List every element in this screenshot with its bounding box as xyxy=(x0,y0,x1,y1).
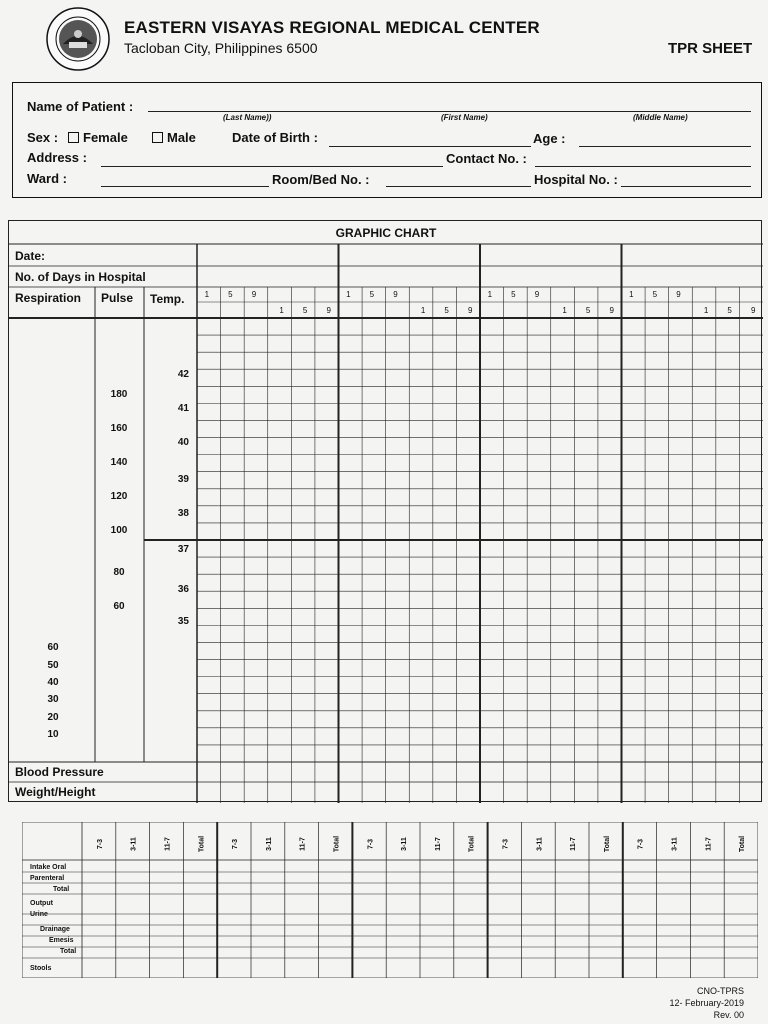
hospital-seal-logo xyxy=(45,6,111,72)
time-label: 1 xyxy=(487,290,493,299)
io-shift-header: Total xyxy=(739,835,747,853)
time-label: 5 xyxy=(302,306,308,315)
first-name-caption: (First Name) xyxy=(441,113,488,122)
io-shift-header: 11-7 xyxy=(164,837,172,851)
blood-pressure-label: Blood Pressure xyxy=(15,765,104,779)
age-label: Age : xyxy=(533,131,566,146)
intake-output-grid xyxy=(22,822,758,978)
io-row-label-urine: Urine xyxy=(30,911,48,918)
io-row-label: Emesis xyxy=(49,937,74,944)
time-label: 1 xyxy=(420,306,426,315)
respiration-scale-label: 20 xyxy=(47,712,59,723)
pulse-scale-label: 120 xyxy=(110,491,128,502)
time-label: 1 xyxy=(703,306,709,315)
time-label: 9 xyxy=(750,306,756,315)
temp-scale-label: 39 xyxy=(177,474,189,485)
address-label: Address : xyxy=(27,150,87,165)
hospital-no-label: Hospital No. : xyxy=(534,172,618,187)
room-bed-field[interactable] xyxy=(386,186,531,187)
room-bed-label: Room/Bed No. : xyxy=(272,172,370,187)
sex-label: Sex : xyxy=(27,130,59,145)
io-row-label: Parenteral xyxy=(30,875,65,882)
io-row-label: Drainage xyxy=(40,926,70,933)
date-of-birth-label: Date of Birth : xyxy=(232,130,318,145)
time-label: 5 xyxy=(652,290,658,299)
io-shift-header: 11-7 xyxy=(705,837,713,851)
time-label: 9 xyxy=(467,306,473,315)
io-shift-header: 3-11 xyxy=(401,837,409,851)
name-of-patient-label: Name of Patient : xyxy=(27,99,134,114)
io-shift-header: 11-7 xyxy=(570,837,578,851)
pulse-scale-label: 140 xyxy=(110,457,128,468)
time-label: 1 xyxy=(562,306,567,315)
temp-column-label: Temp. xyxy=(150,292,185,306)
graphic-chart-grid xyxy=(9,221,763,803)
time-label: 9 xyxy=(534,290,540,299)
temp-scale-label: 37 xyxy=(177,544,189,555)
time-label: 1 xyxy=(346,290,351,299)
male-checkbox[interactable] xyxy=(152,132,163,143)
form-code: CNO-TPRS xyxy=(697,986,744,996)
temp-scale-label: 40 xyxy=(177,437,189,448)
ward-label: Ward : xyxy=(27,171,67,186)
pulse-scale-label: 180 xyxy=(110,389,128,400)
io-row-label-output: Output xyxy=(30,900,53,907)
respiration-scale-label: 60 xyxy=(47,642,59,653)
pulse-scale-label: 100 xyxy=(110,525,128,536)
io-shift-header: 3-11 xyxy=(536,837,544,851)
io-shift-header: Total xyxy=(333,835,341,853)
temp-scale-label: 41 xyxy=(177,403,189,414)
io-row-label: Total xyxy=(53,886,70,893)
respiration-scale-label: 40 xyxy=(47,677,59,688)
time-label: 9 xyxy=(676,290,681,299)
io-shift-header: 3-11 xyxy=(265,837,273,851)
time-label: 1 xyxy=(629,290,634,299)
time-label: 5 xyxy=(228,290,233,299)
ward-field[interactable] xyxy=(101,186,269,187)
io-shift-header: 7-3 xyxy=(637,838,645,850)
form-date: 12- February-2019 xyxy=(669,998,744,1008)
temp-scale-label: 42 xyxy=(177,369,189,380)
intake-output-table xyxy=(22,822,758,978)
io-shift-header: 11-7 xyxy=(299,837,307,851)
address-field[interactable] xyxy=(101,166,443,167)
time-label: 9 xyxy=(393,290,398,299)
time-label: 5 xyxy=(585,306,591,315)
last-name-caption: (Last Name)) xyxy=(223,113,272,122)
respiration-column-label: Respiration xyxy=(15,291,82,305)
days-in-hospital-label: No. of Days in Hospital xyxy=(15,270,146,284)
respiration-scale-label: 10 xyxy=(47,729,59,740)
time-label: 9 xyxy=(609,306,614,315)
io-row-label: Stools xyxy=(30,965,52,972)
io-shift-header: 11-7 xyxy=(434,837,442,851)
io-shift-header: 3-11 xyxy=(671,837,679,851)
contact-no-label: Contact No. : xyxy=(446,151,527,166)
temp-scale-label: 38 xyxy=(177,508,189,519)
male-option[interactable] xyxy=(152,130,196,145)
female-label: Female xyxy=(83,130,128,145)
contact-no-field[interactable] xyxy=(535,166,751,167)
pulse-scale-label: 60 xyxy=(113,601,125,612)
io-shift-header: 7-3 xyxy=(502,838,510,850)
graphic-chart-table xyxy=(8,220,762,802)
female-checkbox[interactable] xyxy=(68,132,79,143)
respiration-scale-label: 50 xyxy=(47,660,59,671)
time-label: 1 xyxy=(279,306,284,315)
date-label: Date: xyxy=(15,249,46,263)
hospital-no-field[interactable] xyxy=(621,186,751,187)
io-shift-header: Total xyxy=(468,835,476,853)
middle-name-caption: (Middle Name) xyxy=(633,113,688,122)
name-of-patient-field[interactable] xyxy=(148,111,751,112)
male-label: Male xyxy=(167,130,196,145)
female-option[interactable] xyxy=(68,130,128,145)
pulse-scale-label: 80 xyxy=(113,567,125,578)
time-label: 9 xyxy=(251,290,257,299)
time-label: 5 xyxy=(369,290,375,299)
time-label: 5 xyxy=(511,290,516,299)
patient-info-box xyxy=(12,82,762,198)
io-shift-header: 3-11 xyxy=(130,837,138,851)
pulse-scale-label: 160 xyxy=(110,423,128,434)
temp-scale-label: 35 xyxy=(177,616,189,627)
io-shift-header: Total xyxy=(198,835,206,853)
io-shift-header: 7-3 xyxy=(96,838,104,850)
form-revision: Rev. 00 xyxy=(713,1010,744,1020)
hospital-name: EASTERN VISAYAS REGIONAL MEDICAL CENTER xyxy=(124,18,540,37)
io-row-label: Intake Oral xyxy=(30,864,67,871)
io-shift-header: 7-3 xyxy=(367,838,375,850)
pulse-column-label: Pulse xyxy=(101,291,134,305)
io-shift-header: Total xyxy=(603,835,611,853)
sheet-title: TPR SHEET xyxy=(668,40,753,57)
time-label: 5 xyxy=(444,306,449,315)
weight-height-label: Weight/Height xyxy=(15,785,96,799)
respiration-scale-label: 30 xyxy=(47,694,59,705)
age-field[interactable] xyxy=(579,146,751,147)
time-label: 5 xyxy=(727,306,732,315)
time-label: 9 xyxy=(326,306,331,315)
hospital-address: Tacloban City, Philippines 6500 xyxy=(124,40,318,56)
graphic-chart-title: GRAPHIC CHART xyxy=(335,226,437,240)
date-of-birth-field[interactable] xyxy=(329,146,531,147)
time-label: 1 xyxy=(204,290,210,299)
io-row-label: Total xyxy=(60,948,77,955)
form-footer xyxy=(669,985,744,1021)
temp-scale-label: 36 xyxy=(177,584,189,595)
io-shift-header: 7-3 xyxy=(232,838,240,850)
